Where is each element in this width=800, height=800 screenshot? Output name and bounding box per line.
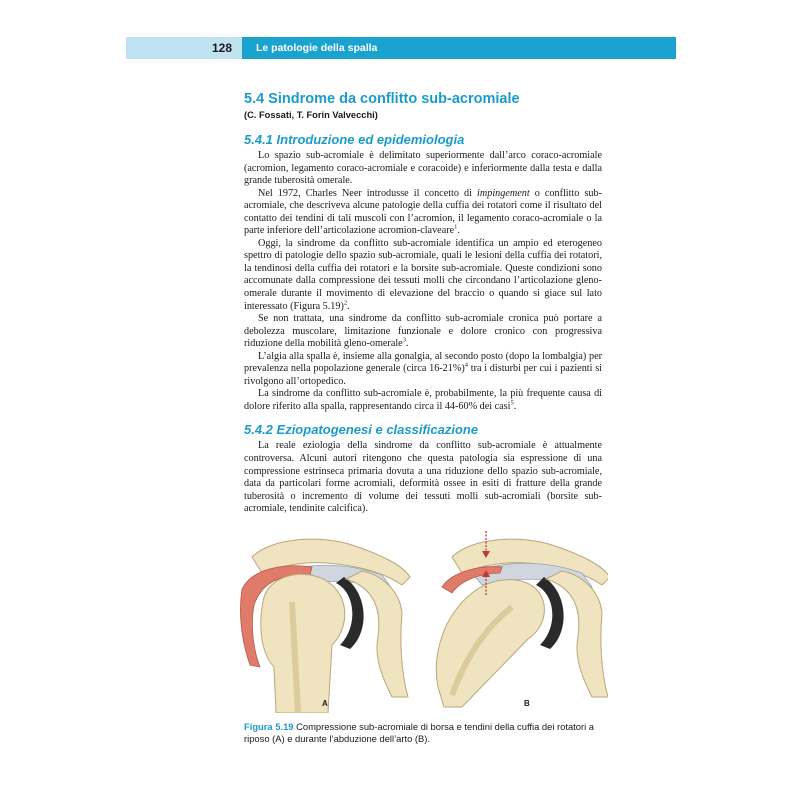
caption-text: Compressione sub-acromiale di borsa e tendini della cuffia dei rotatori a riposo (A) e durante l’abduzione dell’arto (B). [244,721,595,744]
reference: 4 [464,361,468,369]
reference: 1 [454,223,458,231]
page-number: 128 [126,37,242,59]
paragraph: Lo spazio sub-acromiale è delimitato superiormente dall’arco coraco-acromiale (acromion, legamento coraco-acromiale e coracoide) e inferiormente dalla testa e dalla grande tuberosità omerale. [244,150,602,187]
subsection-title-2: 5.4.2 Eziopatogenesi e classificazione [244,422,479,438]
paragraph: La sindrome da conflitto sub-acromiale è, probabilmente, la più frequente causa di dolore riferito alla spalla, rappresentando circa il 44-60% dei casi$^5$. [244,388,602,412]
section-title: 5.4 Sindrome da conflitto sub-acromiale [244,91,520,107]
main-text [244,90,602,516]
caption-label: Figura 5.19 [244,721,294,732]
running-header [126,37,676,59]
paragraph: Se non trattata, una sindrome da conflitto sub-acromiale cronica può portare a debolezza muscolare, limitazione funzionale e dolore cronico con progressiva riduzione della mobilità gleno-omerale$^3$. [244,313,602,350]
figure-shoulder-illustration [232,527,608,713]
paragraph: Oggi, la sindrome da conflitto sub-acromiale identifica un ampio ed eterogeneo spettro di patologie dello spazio sub-acromiale, quali le lesioni della cuffia dei rotatori, la tendinosi della cuffia dei rotatori e la borsite sub-acromiale. Queste condizioni sono accomunate dalla compressione dei tessuti molli che circondano l’articolazione gleno-omerale durante il movimento di elevazione del braccio o quando si giace sul lato interessato (Figura 5.19)$^2$. [244,237,602,312]
reference: 2 [343,299,348,307]
subsection-title-1: 5.4.1 Introduzione ed epidemiologia [244,132,465,147]
reference: 3 [402,336,406,344]
figure-label-b: B [524,699,530,708]
figure-label-a: A [322,699,328,708]
shoulder-anatomy-illustration [232,527,608,713]
paragraph: Nel 1972, Charles Neer introdusse il concetto di impingement o conflitto sub-acromiale, che descriveva alcune patologie della cuffia dei rotatori come il risultato del contatto dei tendini di tali muscoli con l’acromion, il legamento coraco-acromiale o la parte inferiore dell’articolazione acromion-claveare$^1$. [244,187,603,237]
emphasis: impingement [477,187,530,199]
running-head-title: Le patologie della spalla [256,42,378,54]
section-authors: (C. Fossati, T. Forin Valvecchi) [244,110,378,120]
figure-caption [244,721,604,745]
paragraph: L’algia alla spalla è, insieme alla gonalgia, al secondo posto (dopo la lombalgia) per prevalenza nella popolazione generale (circa 16-21%)$^4$ tra i disturbi per cui i pazienti si rivolgono all’ortopedico. [244,350,602,387]
paragraph: La reale eziologia della sindrome da conflitto sub-acromiale è attualmente controversa. Alcuni autori ritengono che questa patologia sia espressione di una compressione estrinseca primaria dovuta a una riduzione dello spazio sub-acromiale, data da particolari forme acromiali, deformità ossee in esiti di fratture della grande tuberosità o incremento di volume dei tessuti molli sub-acromiali (borsite sub-acromiale, tendinite calcifica). [244,440,602,515]
reference: 5 [510,399,514,407]
panel-b [436,531,608,707]
panel-a [240,539,410,713]
